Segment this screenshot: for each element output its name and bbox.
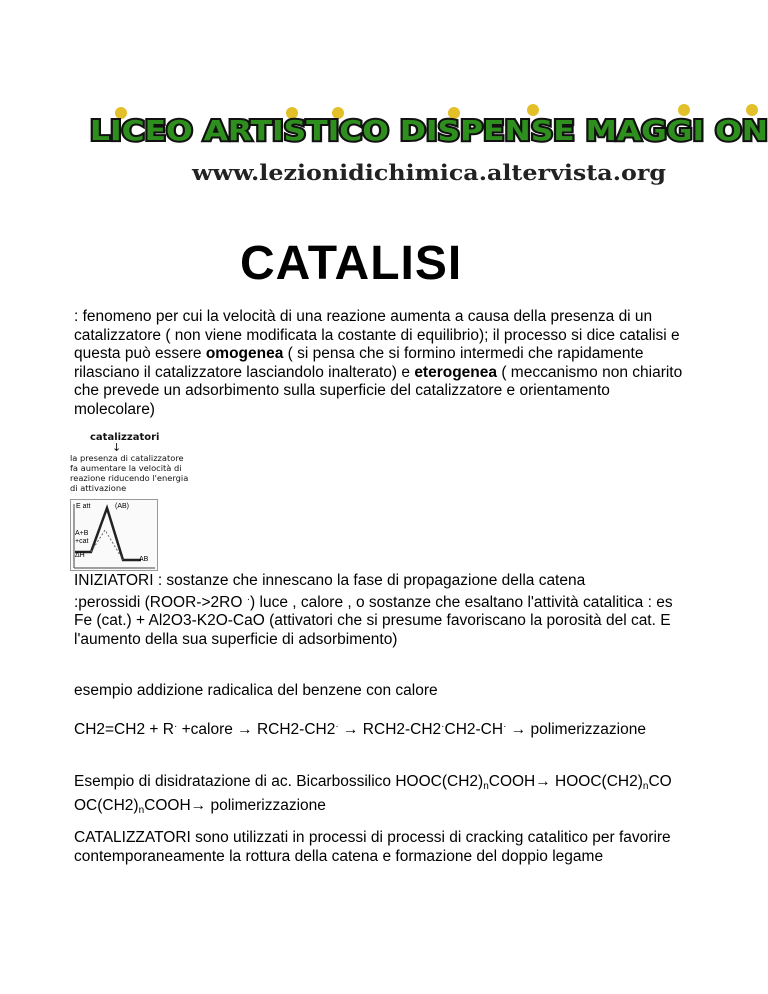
figure-caption-line: la presenza di catalizzatore (70, 453, 184, 463)
radical-dot: · (335, 721, 339, 732)
intro-text: ( meccanismo non chiarito che prevede un adsorbimento sulla superficie del catalizzatore e orientamento molecolare) (74, 363, 683, 418)
catalizzatori-paragraph: CATALIZZATORI sono utilizzati in processi di processi di cracking catalitico per favorire contemporaneamente la rottura della catena e formazione del doppio legame (74, 829, 671, 865)
reaction-part: CO OC(CH2) (74, 773, 672, 814)
down-arrow-icon: ↓ (112, 441, 122, 454)
intro-paragraph (74, 308, 694, 419)
website-url: www.lezionidichimica.altervista.org (190, 160, 667, 185)
energy-diagram (70, 499, 158, 571)
e-att-label: E att (76, 503, 91, 510)
reactants-label: A+B (75, 530, 89, 537)
radical-dot: · (246, 593, 251, 605)
banner-graphic (88, 96, 768, 196)
reaction-part: COOH→ polimerizzazione (144, 796, 326, 814)
subscript-n: n (642, 781, 649, 792)
iniziatori-paragraph (74, 572, 694, 649)
term-omogenea: omogenea (205, 345, 284, 362)
page-title: CATALISI (240, 237, 463, 290)
radical-dot: · (503, 721, 507, 732)
reaction-part: → polimerizzazione (506, 721, 646, 738)
iniziatori-text: ) luce , calore , o sostanze che esaltano l'attività catalitica : es Fe (cat.) + Al2O3-K2O-CaO (attivatori che si presume favoriscano la porosità del cat. E l'aumento della sua superficie di adsorbimento) (74, 593, 673, 648)
reaction-part: → RCH2-CH2 (338, 721, 442, 738)
figure-caption-line: di attivazione (70, 483, 127, 493)
iniziatori-definition: INIZIATORI : sostanze che innescano la fase di propagazione della catena (74, 572, 586, 589)
iniziatori-text: :perossidi (ROOR->2RO (74, 593, 247, 611)
catalyst-figure (68, 433, 202, 575)
product-label: AB (139, 556, 149, 563)
subscript-n: n (138, 804, 145, 816)
school-name: LICEO ARTISTICO DISPENSE MAGGI ON (90, 114, 768, 147)
reaction-part: COOH→ HOOC(CH2) (488, 773, 643, 790)
reaction-part: CH2-CH (444, 721, 504, 738)
radical-dot: · (173, 721, 178, 732)
reactant-sub-label: +cat (75, 538, 89, 545)
intro-text: : fenomeno per cui la velocità di una reazione aumenta a causa della presenza di un catalizzatore ( non viene modificata la costante di equilibrio); il processo si dice catalisi e questa può essere (74, 308, 680, 362)
reaction-dehydration (74, 773, 694, 820)
reaction-part: +calore → RCH2-CH2 (177, 721, 336, 738)
radical-dot: · (441, 721, 445, 732)
figure-caption-line: fa aumentare la velocità di (70, 463, 182, 473)
delta-h-label: ΔH (75, 552, 85, 559)
subscript-n: n (483, 781, 489, 792)
reaction-polymerization (74, 718, 694, 740)
reaction-part: CH2=CH2 + R (74, 721, 174, 738)
example-radical-addition: esempio addizione radicalica del benzene con calore (74, 682, 438, 699)
header-banner (88, 96, 768, 196)
reaction-part: Esempio di disidratazione di ac. Bicarbossilico HOOC(CH2) (74, 773, 484, 790)
ab-complex-label: (AB) (115, 503, 129, 510)
figure-caption-line: reazione riducendo l'energia (70, 473, 189, 483)
figure-heading: catalizzatori (90, 432, 160, 443)
term-eterogenea: eterogenea (414, 363, 498, 381)
intro-text: ( si pensa che si formino intermedi che rapidamente rilasciano il catalizzatore lasciandolo inalterato) e (74, 345, 644, 381)
